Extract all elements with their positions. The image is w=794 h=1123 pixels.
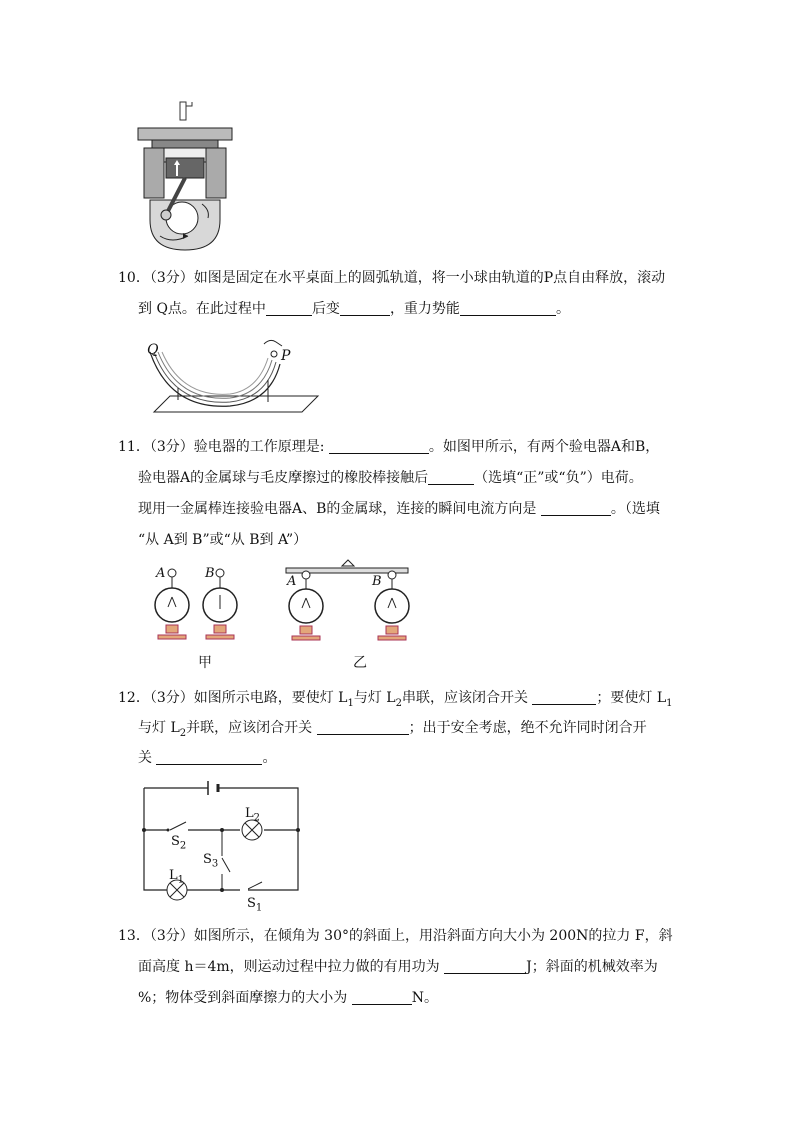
q10-blank-1[interactable] <box>266 300 312 316</box>
q11-line-4: “从 A到 B”或“从 B到 A”） <box>138 532 308 548</box>
q13-line-1: 13．（3分）如图所示，在倾角为 30°的斜面上，用沿斜面方向大小为 200N的拉力 F，斜 <box>118 928 673 944</box>
label-a-yi: A <box>287 574 297 589</box>
circuit-diagram <box>140 778 305 898</box>
caption-yi: 乙 <box>353 655 367 671</box>
q12-line-2: 与灯 $L_2$并联，应该闭合开关 ；出于安全考虑，绝不允许同时闭合开 <box>138 720 647 739</box>
q11-line-1: 11．（3分）验电器的工作原理是: 。如图甲所示，有两个验电器A和B， <box>118 439 660 455</box>
label-p: P <box>281 348 291 364</box>
label-s3: $S_3$ <box>203 852 219 870</box>
arc-track-diagram <box>140 340 320 420</box>
label-b-yi: B <box>372 574 382 589</box>
q11-line-2: 验电器A的金属球与毛皮摩擦过的橡胶棒接触后 （选填“正”或“负”）电荷。 <box>138 470 643 486</box>
q13-blank-1[interactable] <box>444 958 526 974</box>
q12-line-3: 关 。 <box>138 750 277 766</box>
q11-blank-3[interactable] <box>541 500 611 516</box>
q12-blank-2[interactable] <box>317 719 409 735</box>
q10-blank-2[interactable] <box>340 300 390 316</box>
q11-blank-2[interactable] <box>428 469 474 485</box>
label-q: Q <box>147 342 159 358</box>
engine-diagram <box>130 100 240 260</box>
label-l1: $L_1$ <box>169 868 185 886</box>
q12-blank-1[interactable] <box>532 689 596 705</box>
q13-line-2: 面高度 h＝4m，则运动过程中拉力做的有用功为 J；斜面的机械效率为 <box>138 959 658 975</box>
label-a-jia: A <box>156 566 166 581</box>
q13-blank-2[interactable] <box>352 989 412 1005</box>
caption-jia: 甲 <box>198 655 212 671</box>
q10-line-1: 10．（3分）如图是固定在水平桌面上的圆弧轨道，将一小球由轨道的P点自由释放，滚动 <box>118 270 666 286</box>
q11-blank-1[interactable] <box>329 438 429 454</box>
q11-line-3: 现用一金属棒连接验电器A、B的金属球，连接的瞬间电流方向是 。（选填 <box>138 501 660 517</box>
label-b-jia: B <box>205 566 215 581</box>
q10-line-2: 到 Q点。在此过程中 后变 ，重力势能 。 <box>138 301 570 317</box>
label-l2: $L_2$ <box>245 806 261 824</box>
label-s1: $S_1$ <box>247 896 263 914</box>
electroscope-diagram-yi <box>280 562 410 646</box>
q10-blank-3[interactable] <box>460 300 556 316</box>
label-s2: $S_2$ <box>171 834 187 852</box>
q13-line-3: %；物体受到斜面摩擦力的大小为 N。 <box>138 990 439 1006</box>
q12-line-1: 12．（3分）如图所示电路，要使灯 $L_1$与灯 $L_2$串联，应该闭合开关 ；要使灯 $L_1$ <box>118 690 673 709</box>
q12-blank-3[interactable] <box>156 749 262 765</box>
